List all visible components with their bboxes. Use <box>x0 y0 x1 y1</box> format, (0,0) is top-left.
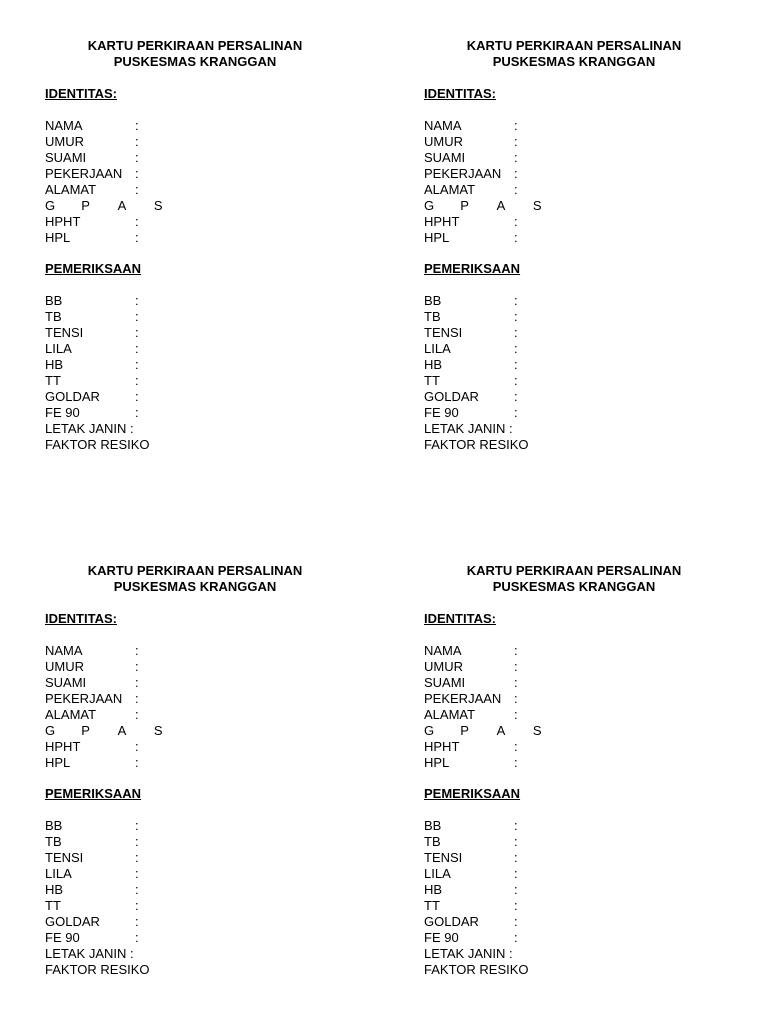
field-label: TT <box>45 373 61 388</box>
field-label: HPHT <box>45 739 81 754</box>
field-label: LILA <box>45 341 72 356</box>
field-colon: : <box>135 309 139 324</box>
field-colon: : <box>514 118 518 133</box>
field-colon: : <box>135 930 139 945</box>
pemeriksaan-field-tb <box>424 309 518 325</box>
field-colon: : <box>135 293 139 308</box>
gpas-letter-a: A <box>117 723 127 738</box>
field-label: ALAMAT <box>45 182 97 197</box>
field-colon: : <box>514 866 518 881</box>
gpas-letter-p: P <box>460 198 469 213</box>
field-label: HB <box>424 882 443 897</box>
card-top-right <box>424 38 754 452</box>
field-colon: : <box>514 373 518 388</box>
identitas-heading: IDENTITAS: <box>45 86 117 101</box>
pemeriksaan-field-tensi <box>424 325 518 341</box>
pemeriksaan-field-tb <box>45 309 139 325</box>
identitas-field-umur <box>45 659 139 675</box>
pemeriksaan-field-goldar <box>424 389 518 405</box>
field-label: HB <box>45 357 64 372</box>
card-bottom-right <box>424 563 754 977</box>
field-label: FE 90 <box>424 405 459 420</box>
pemeriksaan-field-tb <box>45 834 139 850</box>
field-label: ALAMAT <box>424 707 476 722</box>
gpas-letter-a: A <box>117 198 127 213</box>
field-colon: : <box>514 643 518 658</box>
field-colon: : <box>514 818 518 833</box>
field-label: FE 90 <box>45 930 80 945</box>
pemeriksaan-field-tensi <box>45 850 139 866</box>
field-colon: : <box>514 341 518 356</box>
field-label: LETAK JANIN <box>45 946 127 961</box>
gpas-letter-s: S <box>532 198 542 213</box>
field-label: LETAK JANIN <box>45 421 127 436</box>
field-colon: : <box>135 214 139 229</box>
field-label: UMUR <box>45 659 84 674</box>
gpas-letter-a: A <box>496 198 506 213</box>
gpas-letter-p: P <box>460 723 469 738</box>
field-colon: : <box>514 230 518 245</box>
card-title-line1: KARTU PERKIRAAN PERSALINAN <box>466 563 682 578</box>
identitas-field-hpht <box>45 739 139 755</box>
field-label: BB <box>45 818 63 833</box>
field-label: HPHT <box>424 739 460 754</box>
field-label: NAMA <box>424 118 462 133</box>
identitas-field-suami <box>45 150 139 166</box>
field-label: TB <box>424 834 441 849</box>
identitas-heading: IDENTITAS: <box>424 86 496 101</box>
field-label: HPHT <box>45 214 81 229</box>
field-label: HPHT <box>424 214 460 229</box>
field-colon: : <box>135 898 139 913</box>
field-colon: : <box>130 946 134 961</box>
field-colon: : <box>135 405 139 420</box>
field-label: TB <box>424 309 441 324</box>
field-colon: : <box>135 643 139 658</box>
field-label: TENSI <box>424 850 463 865</box>
field-label: FE 90 <box>45 405 80 420</box>
gpas-letter-g: G <box>424 198 435 213</box>
gpas-letter-g: G <box>45 723 56 738</box>
pemeriksaan-field-lila <box>45 341 139 357</box>
card-top-left <box>45 38 375 452</box>
field-colon: : <box>509 946 513 961</box>
gpas-letter-g: G <box>424 723 435 738</box>
field-colon: : <box>135 357 139 372</box>
field-colon: : <box>514 357 518 372</box>
pemeriksaan-heading: PEMERIKSAAN <box>424 261 521 276</box>
identitas-field-umur <box>424 134 518 150</box>
identitas-field-suami <box>424 675 518 691</box>
field-colon: : <box>514 389 518 404</box>
card-title-line1: KARTU PERKIRAAN PERSALINAN <box>87 38 303 53</box>
field-colon: : <box>514 914 518 929</box>
field-colon: : <box>135 866 139 881</box>
field-colon: : <box>514 293 518 308</box>
field-label: NAMA <box>424 643 462 658</box>
field-label: HB <box>424 357 443 372</box>
pemeriksaan-field-fe-90 <box>45 405 139 421</box>
pemeriksaan-field-letak-janin <box>45 421 134 437</box>
card-title-line2: PUSKESMAS KRANGGAN <box>492 54 656 69</box>
field-label: TT <box>424 898 440 913</box>
field-label: HPL <box>424 755 450 770</box>
field-label: PEKERJAAN <box>45 691 123 706</box>
field-label: TB <box>45 834 62 849</box>
field-colon: : <box>514 405 518 420</box>
field-colon: : <box>514 134 518 149</box>
field-label: LILA <box>424 341 451 356</box>
pemeriksaan-field-bb <box>45 293 139 309</box>
field-colon: : <box>514 214 518 229</box>
identitas-field-pekerjaan <box>424 691 518 707</box>
field-label: ALAMAT <box>424 182 476 197</box>
field-label: TT <box>424 373 440 388</box>
field-label: TENSI <box>45 325 84 340</box>
identitas-field-hpht <box>424 739 518 755</box>
field-colon: : <box>135 675 139 690</box>
identitas-field-alamat <box>424 182 518 198</box>
field-colon: : <box>514 850 518 865</box>
field-label: TT <box>45 898 61 913</box>
field-label: SUAMI <box>45 150 87 165</box>
pemeriksaan-field-faktor-resiko <box>424 962 529 978</box>
field-colon: : <box>514 882 518 897</box>
field-label: TENSI <box>45 850 84 865</box>
field-label: FAKTOR RESIKO <box>45 437 150 452</box>
identitas-field-alamat <box>424 707 518 723</box>
field-label: FE 90 <box>424 930 459 945</box>
pemeriksaan-field-lila <box>424 341 518 357</box>
pemeriksaan-field-goldar <box>45 389 139 405</box>
field-colon: : <box>135 659 139 674</box>
field-colon: : <box>135 150 139 165</box>
field-label: HPL <box>45 755 71 770</box>
identitas-field-suami <box>424 150 518 166</box>
pemeriksaan-field-fe-90 <box>424 930 518 946</box>
field-label: FAKTOR RESIKO <box>45 962 150 977</box>
field-colon: : <box>135 230 139 245</box>
field-colon: : <box>135 341 139 356</box>
pemeriksaan-field-fe-90 <box>45 930 139 946</box>
field-label: SUAMI <box>424 675 466 690</box>
identitas-heading: IDENTITAS: <box>45 611 117 626</box>
field-colon: : <box>135 707 139 722</box>
card-title-line2: PUSKESMAS KRANGGAN <box>113 579 277 594</box>
field-label: GOLDAR <box>424 389 479 404</box>
pemeriksaan-field-bb <box>424 293 518 309</box>
field-colon: : <box>514 739 518 754</box>
field-label: UMUR <box>424 659 463 674</box>
identitas-heading: IDENTITAS: <box>424 611 496 626</box>
field-label: SUAMI <box>424 150 466 165</box>
field-label: HPL <box>424 230 450 245</box>
identitas-field-nama <box>424 118 518 134</box>
identitas-field-pekerjaan <box>424 166 518 182</box>
pemeriksaan-field-lila <box>45 866 139 882</box>
identitas-field-nama <box>45 643 139 659</box>
field-colon: : <box>514 691 518 706</box>
pemeriksaan-heading: PEMERIKSAAN <box>45 261 142 276</box>
field-colon: : <box>135 834 139 849</box>
field-colon: : <box>514 309 518 324</box>
field-colon: : <box>514 325 518 340</box>
field-label: FAKTOR RESIKO <box>424 962 529 977</box>
gpas-letter-s: S <box>153 723 163 738</box>
field-label: LILA <box>424 866 451 881</box>
field-colon: : <box>135 914 139 929</box>
field-label: BB <box>45 293 63 308</box>
pemeriksaan-field-tb <box>424 834 518 850</box>
identitas-field-hpl <box>45 755 139 771</box>
field-colon: : <box>514 675 518 690</box>
field-colon: : <box>135 818 139 833</box>
gpas-letter-g: G <box>45 198 56 213</box>
field-label: PEKERJAAN <box>424 166 502 181</box>
field-colon: : <box>514 182 518 197</box>
field-colon: : <box>514 930 518 945</box>
identitas-field-umur <box>424 659 518 675</box>
gpas-letter-s: S <box>532 723 542 738</box>
pemeriksaan-field-hb <box>45 357 139 373</box>
field-colon: : <box>130 421 134 436</box>
identitas-field-nama <box>45 118 139 134</box>
field-colon: : <box>135 739 139 754</box>
pemeriksaan-field-lila <box>424 866 518 882</box>
pemeriksaan-field-hb <box>424 882 518 898</box>
field-colon: : <box>514 755 518 770</box>
field-label: UMUR <box>424 134 463 149</box>
pemeriksaan-heading: PEMERIKSAAN <box>45 786 142 801</box>
card-title-line2: PUSKESMAS KRANGGAN <box>113 54 277 69</box>
pemeriksaan-heading: PEMERIKSAAN <box>424 786 521 801</box>
field-label: NAMA <box>45 643 83 658</box>
identitas-field-pekerjaan <box>45 166 139 182</box>
pemeriksaan-field-faktor-resiko <box>45 962 150 978</box>
field-label: LILA <box>45 866 72 881</box>
field-label: TB <box>45 309 62 324</box>
field-label: PEKERJAAN <box>424 691 502 706</box>
pemeriksaan-field-hb <box>45 882 139 898</box>
field-label: LETAK JANIN <box>424 946 506 961</box>
gpas-letter-p: P <box>81 723 90 738</box>
field-colon: : <box>135 882 139 897</box>
pemeriksaan-field-goldar <box>424 914 518 930</box>
field-label: GOLDAR <box>424 914 479 929</box>
field-colon: : <box>135 373 139 388</box>
gpas-letter-s: S <box>153 198 163 213</box>
field-label: LETAK JANIN <box>424 421 506 436</box>
gpas-letter-a: A <box>496 723 506 738</box>
field-colon: : <box>514 150 518 165</box>
pemeriksaan-field-tt <box>45 898 139 914</box>
field-colon: : <box>135 134 139 149</box>
field-colon: : <box>514 834 518 849</box>
field-label: ALAMAT <box>45 707 97 722</box>
card-title-line1: KARTU PERKIRAAN PERSALINAN <box>466 38 682 53</box>
pemeriksaan-field-letak-janin <box>424 946 513 962</box>
field-colon: : <box>514 707 518 722</box>
identitas-field-hpl <box>45 230 139 246</box>
field-label: BB <box>424 293 442 308</box>
identitas-field-umur <box>45 134 139 150</box>
field-colon: : <box>509 421 513 436</box>
pemeriksaan-field-hb <box>424 357 518 373</box>
field-colon: : <box>135 850 139 865</box>
pemeriksaan-field-goldar <box>45 914 139 930</box>
card-bottom-left <box>45 563 375 977</box>
field-label: HB <box>45 882 64 897</box>
pemeriksaan-field-faktor-resiko <box>45 437 150 453</box>
field-label: GOLDAR <box>45 914 100 929</box>
field-label: NAMA <box>45 118 83 133</box>
identitas-field-hpl <box>424 755 518 771</box>
field-colon: : <box>135 166 139 181</box>
pemeriksaan-field-letak-janin <box>45 946 134 962</box>
field-label: BB <box>424 818 442 833</box>
field-label: GOLDAR <box>45 389 100 404</box>
card-title-line2: PUSKESMAS KRANGGAN <box>492 579 656 594</box>
field-colon: : <box>135 325 139 340</box>
identitas-field-nama <box>424 643 518 659</box>
pemeriksaan-field-bb <box>424 818 518 834</box>
field-colon: : <box>135 755 139 770</box>
pemeriksaan-field-tt <box>424 898 518 914</box>
field-label: PEKERJAAN <box>45 166 123 181</box>
field-label: SUAMI <box>45 675 87 690</box>
field-colon: : <box>135 118 139 133</box>
field-colon: : <box>135 182 139 197</box>
field-colon: : <box>514 898 518 913</box>
identitas-field-alamat <box>45 707 139 723</box>
identitas-field-pekerjaan <box>45 691 139 707</box>
pemeriksaan-field-tt <box>45 373 139 389</box>
pemeriksaan-field-fe-90 <box>424 405 518 421</box>
field-label: UMUR <box>45 134 84 149</box>
field-colon: : <box>514 166 518 181</box>
pemeriksaan-field-tensi <box>424 850 518 866</box>
card-title-line1: KARTU PERKIRAAN PERSALINAN <box>87 563 303 578</box>
pemeriksaan-field-letak-janin <box>424 421 513 437</box>
identitas-field-suami <box>45 675 139 691</box>
pemeriksaan-field-tt <box>424 373 518 389</box>
field-colon: : <box>135 691 139 706</box>
gpas-letter-p: P <box>81 198 90 213</box>
field-label: TENSI <box>424 325 463 340</box>
identitas-field-alamat <box>45 182 139 198</box>
field-colon: : <box>514 659 518 674</box>
field-colon: : <box>135 389 139 404</box>
field-label: FAKTOR RESIKO <box>424 437 529 452</box>
identitas-field-hpht <box>45 214 139 230</box>
field-label: HPL <box>45 230 71 245</box>
pemeriksaan-field-faktor-resiko <box>424 437 529 453</box>
identitas-field-hpht <box>424 214 518 230</box>
identitas-field-hpl <box>424 230 518 246</box>
pemeriksaan-field-tensi <box>45 325 139 341</box>
pemeriksaan-field-bb <box>45 818 139 834</box>
